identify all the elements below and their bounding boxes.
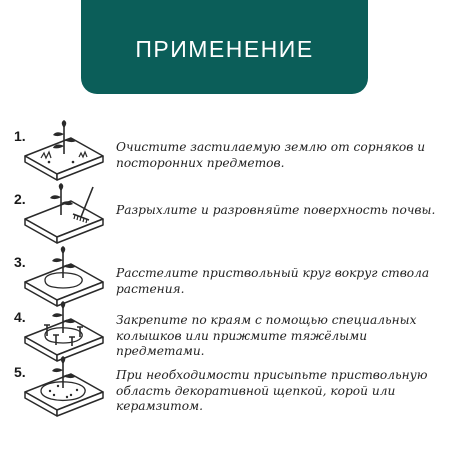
step-description: При необходимости присыпьте приствольную область декоративной щепкой, корой или керамзитом. [116, 368, 428, 413]
step-number: 5. [14, 364, 26, 380]
plant-on-soil-with-weeds-icon [23, 120, 105, 190]
step-number: 2. [14, 191, 26, 207]
plant-with-rake-icon [23, 183, 105, 253]
page-title: ПРИМЕНЕНИЕ [135, 35, 314, 62]
step-number: 1. [14, 128, 26, 144]
step-number: 3. [14, 254, 26, 270]
plant-with-decorative-mulch-icon [23, 356, 105, 426]
header-banner [81, 0, 368, 94]
step-description: Разрыхлите и разровняйте поверхность почвы. [116, 203, 436, 217]
step-5 [0, 364, 450, 434]
step-description: Очистите застилаемую землю от сорняков и посторонних предметов. [116, 140, 426, 170]
step-number: 4. [14, 309, 26, 325]
step-description: Закрепите по краям с помощью специальных колышков или прижмите тяжёлыми предметами. [116, 313, 417, 358]
step-description: Расстелите приствольный круг вокруг ствола растения. [116, 266, 430, 296]
